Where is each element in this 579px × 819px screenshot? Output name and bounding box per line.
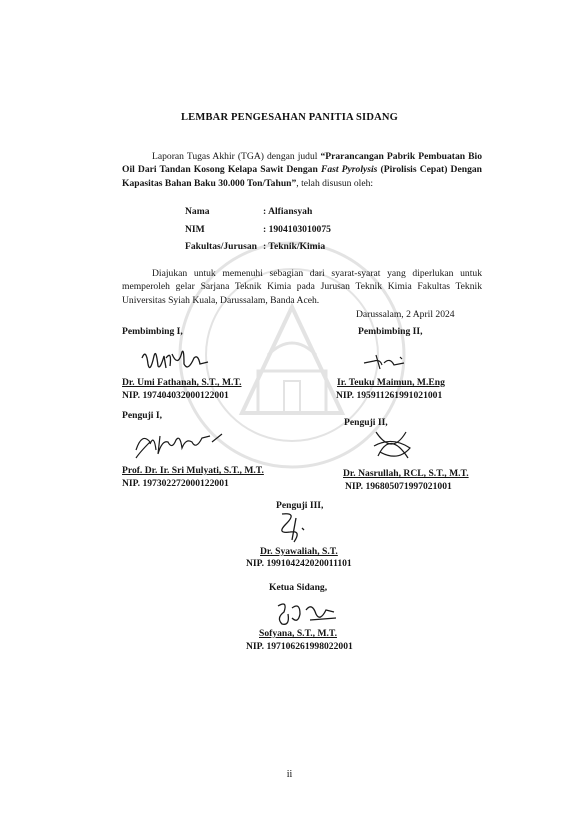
ketua-sidang-name: Sofyana, S.T., M.T. (259, 628, 338, 639)
ketua-sidang-nip: NIP. 197106261998022001 (246, 641, 353, 652)
penguji-3-nip: NIP. 199104242020011101 (246, 558, 352, 569)
name-label: Nama (185, 206, 210, 217)
nim-value: : 1904103010075 (263, 224, 331, 235)
intro-prefix: Laporan Tugas Akhir (TGA) dengan judul (152, 151, 321, 162)
penguji-3-signature (272, 510, 312, 546)
penguji-1-signature (132, 428, 228, 462)
penguji-2-role: Penguji II, (344, 417, 388, 428)
penguji-1-name: Prof. Dr. Ir. Sri Mulyati, S.T., M.T. (122, 465, 264, 476)
page-title: LEMBAR PENGESAHAN PANITIA SIDANG (180, 112, 399, 123)
pembimbing-2-role: Pembimbing II, (358, 326, 423, 337)
faculty-value: : Teknik/Kimia (263, 241, 326, 252)
nim-label: NIM (185, 224, 205, 235)
ketua-sidang-signature (270, 598, 340, 628)
penguji-2-nip: NIP. 196805071997021001 (345, 481, 452, 492)
page-number: ii (286, 769, 293, 780)
pembimbing-2-nip: NIP. 195911261991021001 (336, 390, 443, 401)
intro-suffix: , telah disusun oleh: (296, 177, 374, 189)
faculty-label: Fakultas/Jurusan (185, 241, 257, 252)
thesis-title: “Prarancangan Pabrik Pembuatan Bio Oil Dari Tandan Kosong Kelapa Sawit Dengan Fast Pyrolysis (Pirolisis Cepat) Dengan Kapasitas Bahan Baku 30.000 Ton/Tahun” (122, 151, 483, 189)
submission-note: Diajukan untuk memenuhi sebagian dari syarat-syarat yang diperlukan untuk memperoleh gelar Sarjana Teknik Kimia pada Jurusan Teknik Kimia Fakultas Teknik Universitas Syiah Kuala, Darussalam, Banda Aceh. (122, 268, 482, 306)
pembimbing-2-signature (360, 351, 410, 373)
pembimbing-1-nip: NIP. 197404032000122001 (122, 390, 229, 401)
penguji-2-signature (368, 426, 416, 464)
intro-paragraph (122, 150, 482, 190)
ketua-sidang-role: Ketua Sidang, (269, 582, 328, 593)
penguji-2-name: Dr. Nasrullah, RCL, S.T., M.T. (343, 468, 469, 479)
penguji-1-nip: NIP. 197302272000122001 (122, 478, 229, 489)
penguji-1-role: Penguji I, (122, 410, 162, 421)
pembimbing-1-signature (138, 346, 214, 376)
penguji-3-role: Penguji III, (276, 500, 324, 511)
place-date: Darussalam, 2 April 2024 (356, 309, 455, 320)
name-value: : Alfiansyah (263, 206, 313, 217)
pembimbing-1-name: Dr. Umi Fathanah, S.T., M.T. (122, 377, 242, 388)
penguji-3-name: Dr. Syawaliah, S.T. (260, 546, 338, 557)
pembimbing-2-name: Ir. Teuku Maimun, M.Eng (337, 377, 445, 388)
pembimbing-1-role: Pembimbing I, (122, 326, 183, 337)
